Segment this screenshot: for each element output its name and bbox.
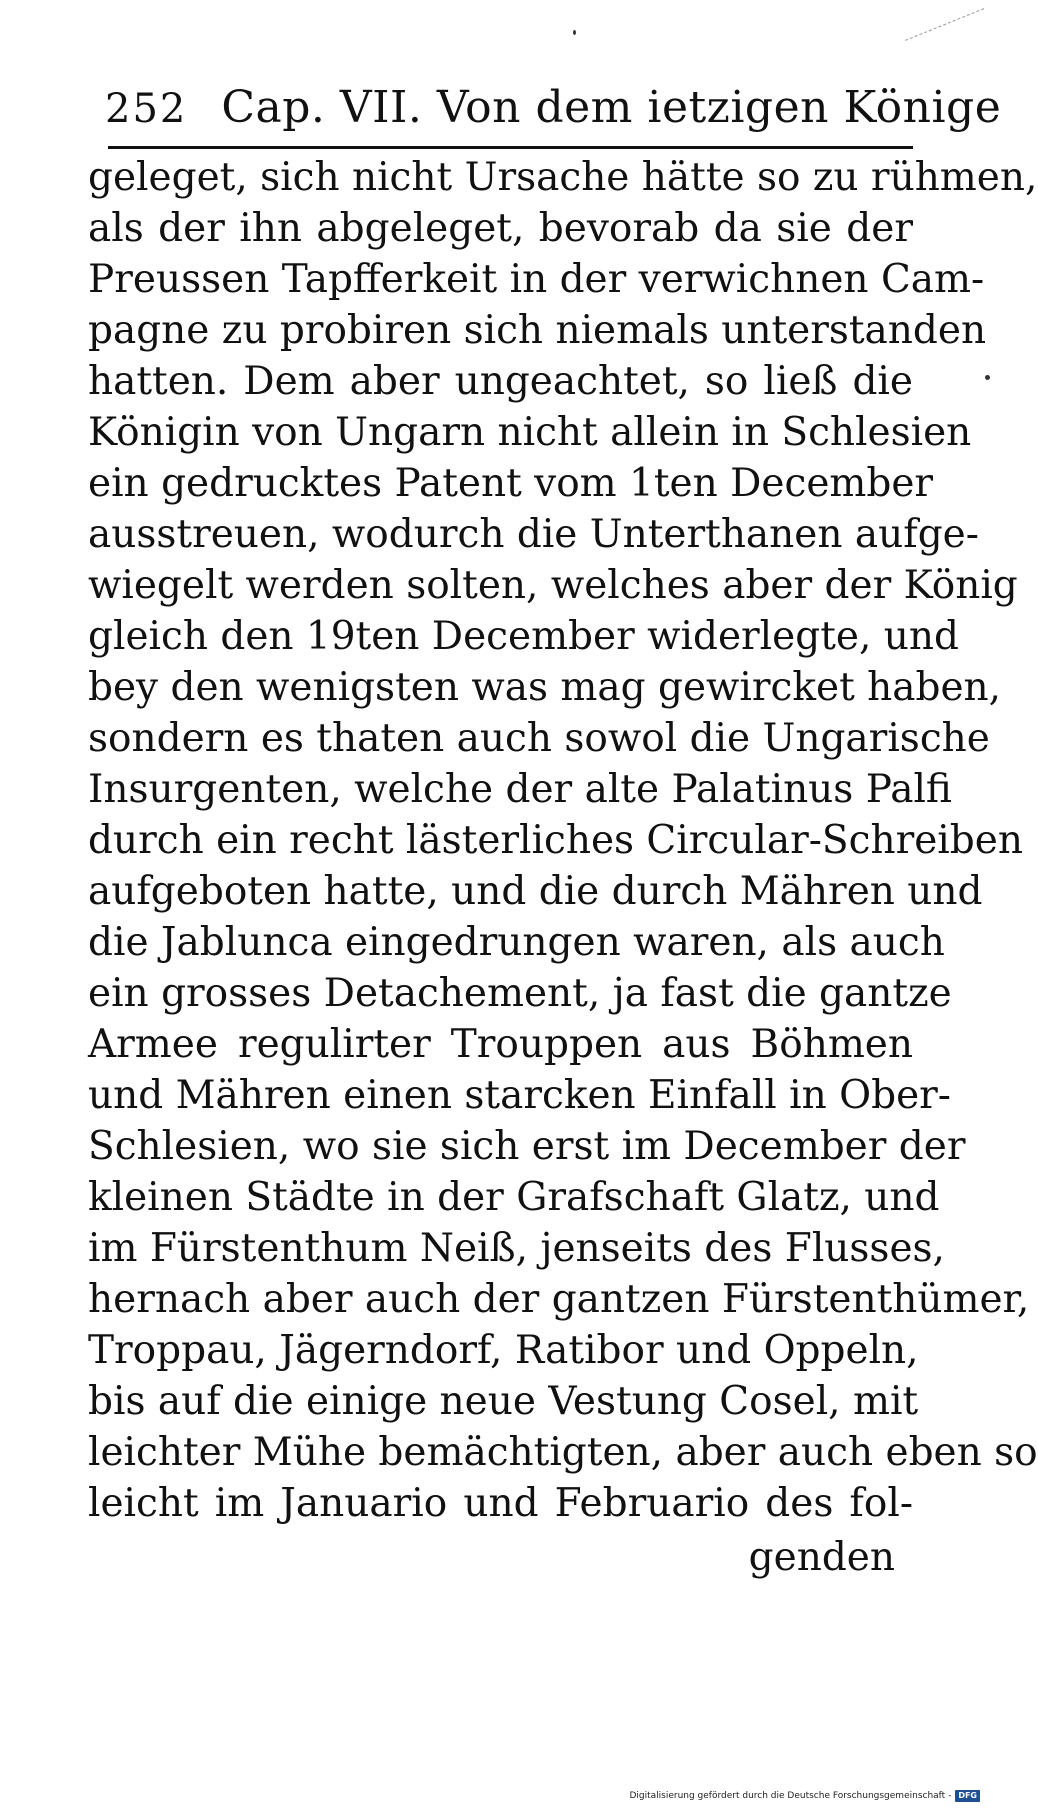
credit-text: Digitalisierung gefördert durch die Deutsche Forschungsgemeinschaft - [629, 1791, 952, 1801]
text-line: ausstreuen, wodurch die Unterthanen aufge- [88, 512, 979, 557]
text-line: Troppau, Jägerndorf, Ratibor und Oppeln, [88, 1328, 919, 1373]
text-line: Preussen Tapfferkeit in der verwichnen Cam- [88, 257, 985, 302]
text-line: leicht im Januario und Februario des fol- [88, 1481, 913, 1526]
digitization-credit [600, 1788, 980, 1804]
page-number: 252 [105, 86, 188, 132]
dfg-logo: DFG [955, 1790, 980, 1802]
text-line: als der ihn abgeleget, bevorab da sie der [88, 206, 913, 251]
text-line: bis auf die einige neue Vestung Cosel, mit [88, 1379, 919, 1424]
body-text [88, 152, 1038, 1529]
text-line: im Fürstenthum Neiß, jenseits des Flusses, [88, 1226, 945, 1271]
page-corner-mark [905, 8, 999, 78]
text-line: und Mähren einen starcken Einfall in Ober- [88, 1073, 951, 1118]
text-line: Insurgenten, welche der alte Palatinus Palfi [88, 767, 952, 812]
text-line: ein gedrucktes Patent vom 1ten December [88, 461, 934, 506]
running-head: Cap. VII. Von dem ietzigen Könige [221, 82, 1002, 133]
text-line: Armee regulirter Trouppen aus Böhmen [88, 1022, 913, 1067]
text-line: Königin von Ungarn nicht allein in Schlesien [88, 410, 972, 455]
text-line: kleinen Städte in der Grafschaft Glatz, und [88, 1175, 940, 1220]
text-line: sondern es thaten auch sowol die Ungarische [88, 716, 990, 761]
ink-speck [985, 375, 990, 380]
text-line: leichter Mühe bemächtigten, aber auch eben so [88, 1430, 1038, 1475]
header-rule [108, 146, 913, 149]
text-line: gleich den 19ten December widerlegte, und [88, 614, 959, 659]
text-line: geleget, sich nicht Ursache hätte so zu rühmen, [88, 155, 1038, 200]
text-line: hernach aber auch der gantzen Fürstenthümer, [88, 1277, 1030, 1322]
text-line: Schlesien, wo sie sich erst im December der [88, 1124, 966, 1169]
catchword: genden [748, 1535, 895, 1580]
text-line: hatten. Dem aber ungeachtet, so ließ die [88, 359, 913, 404]
text-line: pagne zu probiren sich niemals unterstanden [88, 308, 987, 353]
text-line: ein grosses Detachement, ja fast die gantze [88, 971, 952, 1016]
text-line: durch ein recht lästerliches Circular-Schreiben [88, 818, 1023, 863]
text-line: wiegelt werden solten, welches aber der König [88, 563, 1018, 608]
page-header [105, 82, 1002, 142]
ink-speck [573, 30, 576, 35]
text-line: bey den wenigsten was mag gewircket haben, [88, 665, 1002, 710]
text-line: aufgeboten hatte, und die durch Mähren und [88, 869, 983, 914]
text-line: die Jablunca eingedrungen waren, als auch [88, 920, 945, 965]
